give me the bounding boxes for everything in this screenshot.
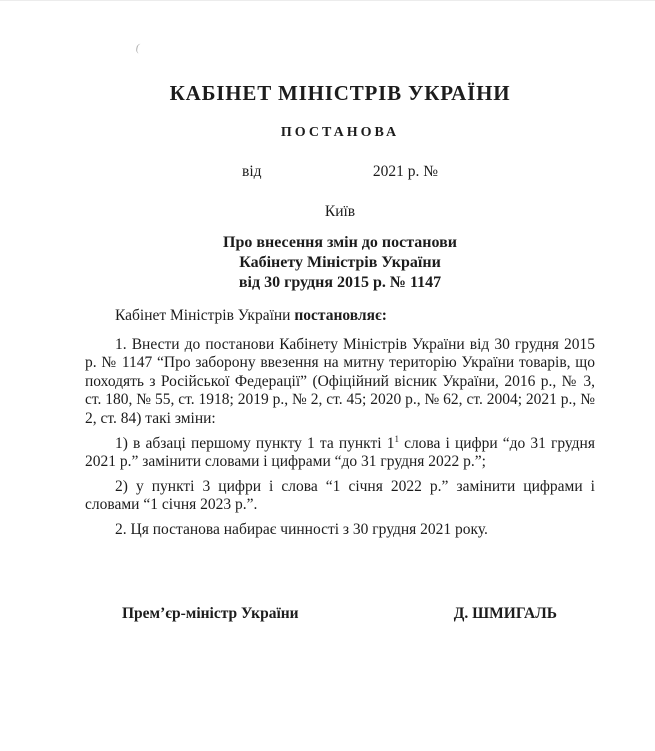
subject-line-2: Кабінету Міністрів України — [239, 254, 441, 271]
item1-superscript-index: 1 — [394, 433, 399, 444]
institution-title: КАБІНЕТ МІНІСТРІВ УКРАЇНИ — [169, 81, 511, 105]
item1-text-after-superscript: слова і цифри “до 31 грудня 2021 р.” замінити словами і цифрами “до 31 грудня 2022 р.”; — [85, 434, 595, 471]
date-year-number-label: 2021 р. № — [372, 163, 438, 180]
amendment-item-2: 2) у пункті 3 цифри і слова “1 січня 2022 р.” замінити цифрами і словами “1 січня 2023 р.”. — [85, 477, 595, 514]
amendment-item-1 — [85, 435, 595, 472]
city-label: Київ — [324, 202, 356, 220]
subject-line-3: від 30 грудня 2015 р. № 1147 — [238, 274, 442, 291]
subject-title — [85, 233, 595, 293]
preamble-bold-text: постановляє: — [294, 307, 387, 324]
date-row — [242, 164, 438, 180]
document-type-heading: ПОСТАНОВА — [280, 125, 400, 140]
subject-line-1: Про внесення змін до постанови — [223, 234, 457, 251]
signer-name: Д. ШМИГАЛЬ — [453, 605, 557, 622]
date-from-label: від — [242, 163, 262, 180]
signature-row — [85, 605, 595, 623]
scan-artifact-mark: ( — [134, 41, 141, 55]
signer-position: Прем’єр-міністр України — [122, 605, 299, 622]
paragraph-1-amendments-intro: 1. Внести до постанови Кабінету Міністрів України від 30 грудня 2015 р. № 1147 “Про заборону ввезення на митну територію України товарів, що походять з Російської Федерації” (Офіційний вісник України, 2016 р., № 3, ст. 180, № 55, ст. 1918; 2019 р., № 2, ст. 45; 2020 р., № 62, ст. 2004; 2021 р., № 2, ст. 84) такі зміни: — [85, 335, 595, 427]
document-content — [85, 1, 595, 540]
preamble-paragraph — [85, 307, 595, 326]
item1-text-before-superscript: 1) в абзаці першому пункту 1 та пункті 1 — [115, 434, 395, 452]
preamble-regular-text: Кабінет Міністрів України — [115, 307, 295, 324]
paragraph-2-entry-into-force: 2. Ця постанова набирає чинності з 30 грудня 2021 року. — [115, 520, 488, 538]
